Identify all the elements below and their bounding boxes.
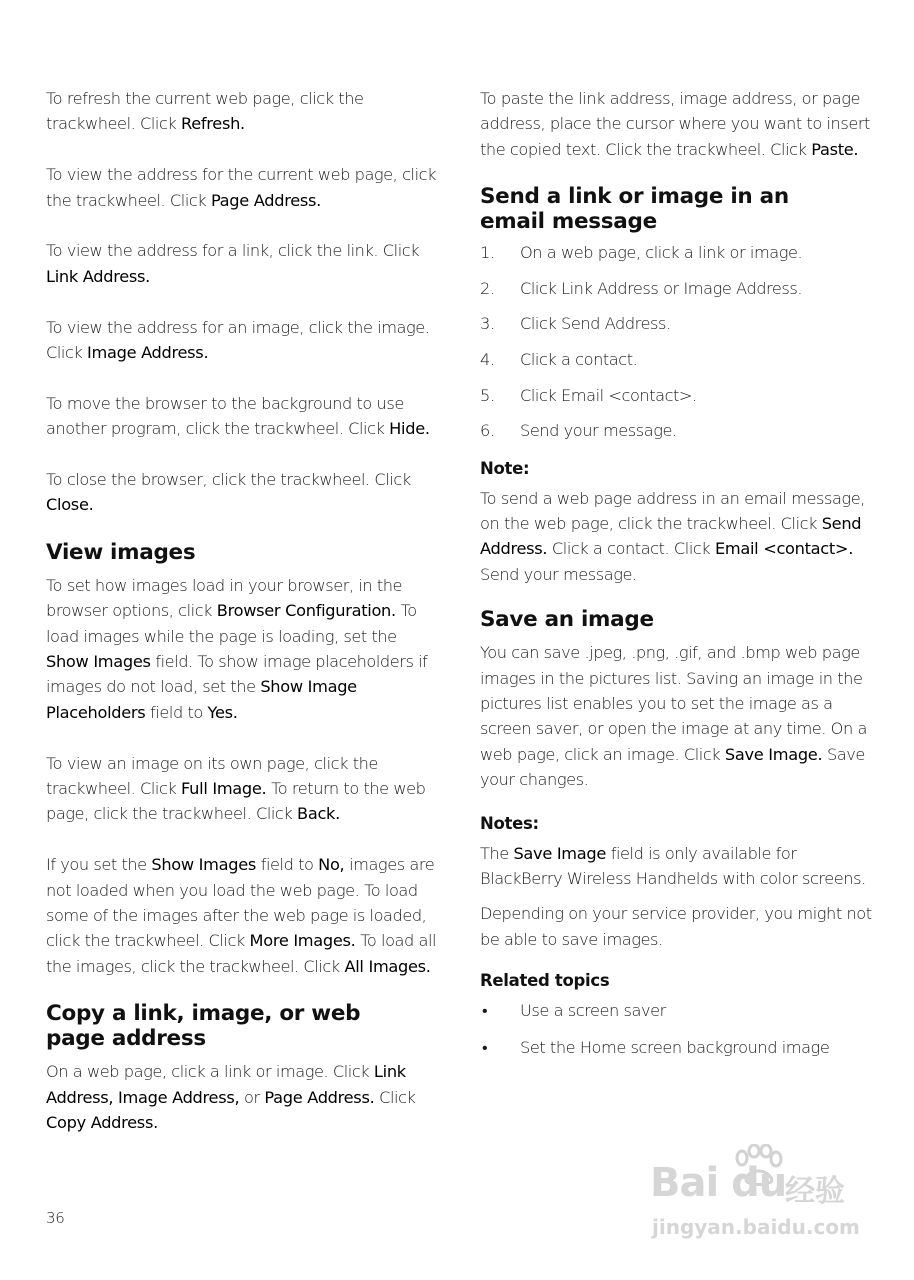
left-column bbox=[46, 86, 441, 1161]
text-run: To set how images load in your browser, in the browser options, click bbox=[46, 575, 403, 621]
send-step bbox=[480, 347, 875, 372]
ui-term: Refresh. bbox=[181, 114, 245, 134]
heading-view-images: View images bbox=[46, 539, 196, 565]
ui-term: Image Address. bbox=[683, 278, 803, 298]
ui-term: Show Images bbox=[151, 855, 257, 875]
heading-save-image: Save an image bbox=[480, 607, 654, 633]
ui-term: Show Image Placeholders bbox=[46, 677, 357, 722]
paragraph-page-address bbox=[46, 162, 441, 213]
step-number: 4. bbox=[480, 350, 495, 369]
ui-term: Back. bbox=[297, 804, 340, 824]
send-step bbox=[480, 240, 875, 265]
ui-term: Image Address. bbox=[87, 343, 209, 363]
text-run: To load all the images, click the trackwheel. Click bbox=[46, 931, 437, 976]
text-run: To refresh the current web page, click the trackwheel. Click bbox=[46, 89, 364, 134]
text-run: To view the address for a link, click the link. Click bbox=[46, 241, 420, 261]
ui-term: Show Images bbox=[46, 652, 151, 672]
paragraph-save-image bbox=[480, 640, 875, 792]
text-run: field is only available for BlackBerry Wireless Handhelds with color screens. bbox=[480, 843, 866, 889]
send-step bbox=[480, 418, 875, 443]
ui-term: Link Address, Image Address, bbox=[46, 1062, 406, 1107]
page-number: 36 bbox=[46, 1209, 65, 1227]
step-number: 3. bbox=[480, 314, 495, 334]
step-number: 2. bbox=[480, 278, 495, 298]
text-run: Click a contact. bbox=[520, 350, 638, 369]
related-topic-item[interactable] bbox=[480, 998, 875, 1023]
step-number: 1. bbox=[480, 243, 495, 263]
text-run: Click bbox=[520, 385, 562, 405]
bullet-icon: • bbox=[482, 1001, 488, 1021]
text-run: or bbox=[239, 1087, 265, 1107]
bullet-icon: • bbox=[482, 1038, 488, 1058]
related-topic-link[interactable]: Use a screen saver bbox=[520, 1001, 666, 1021]
text-run: If you set the bbox=[46, 855, 152, 875]
ui-term: Email <contact>. bbox=[561, 385, 697, 405]
heading-copy-address: Copy a link, image, or web page address bbox=[46, 1001, 361, 1052]
paragraph-close bbox=[46, 467, 441, 518]
text-run: To view an image on its own page, click the trackwheel. Click bbox=[46, 753, 378, 799]
step-text bbox=[520, 421, 677, 440]
text-run: Click a contact. Click bbox=[547, 539, 715, 559]
text-run: On a web page, click a link or image. Click bbox=[46, 1062, 374, 1082]
text-run: To send a web page address in an email message, on the web page, click the trackwheel. Click bbox=[480, 488, 865, 533]
text-run: You can save .jpeg, .png, .gif, and .bmp web page images in the pictures list. Saving an image in the pictures list enables you to set the image as a screen saver, or open the image at any time. On a web page, click an image. Click bbox=[480, 643, 867, 764]
ui-term: Full Image. bbox=[181, 779, 267, 799]
ui-term: Page Address. bbox=[210, 190, 321, 210]
step-text bbox=[520, 243, 802, 262]
watermark-url: jingyan.baidu.com bbox=[652, 1215, 860, 1239]
text-run: field to bbox=[145, 702, 208, 722]
text-run: On a web page, click a link or image. bbox=[520, 243, 803, 263]
ui-term: Yes. bbox=[207, 702, 238, 722]
paragraph-note bbox=[480, 486, 875, 588]
text-run: field to bbox=[256, 855, 319, 875]
note-label: Note: bbox=[480, 458, 530, 478]
ui-term: Link Address. bbox=[46, 266, 151, 286]
text-run: field. To show image placeholders if images do not load, set the bbox=[46, 652, 428, 697]
related-topics-list bbox=[480, 998, 875, 1060]
ui-term: Close. bbox=[46, 495, 94, 515]
ui-term: Send Address. bbox=[561, 314, 671, 334]
step-text bbox=[520, 386, 697, 405]
ui-term: Page Address. bbox=[264, 1087, 375, 1107]
text-run: images are not loaded when you load the web page. To load some of the images after the web page is loaded, click the trackwheel. Click bbox=[46, 855, 435, 951]
step-text bbox=[520, 314, 671, 333]
send-step bbox=[480, 383, 875, 408]
text-run: To view the address for an image, click the image. Click bbox=[46, 317, 430, 363]
step-number: 5. bbox=[480, 385, 495, 405]
related-topic-item[interactable] bbox=[480, 1035, 875, 1060]
send-step bbox=[480, 311, 875, 336]
paragraph-full-image bbox=[46, 751, 441, 827]
ui-term: Send Address. bbox=[480, 514, 862, 559]
ui-term: Paste. bbox=[811, 139, 859, 159]
step-number: 6. bbox=[480, 421, 495, 441]
text-run: Send your message. bbox=[520, 421, 677, 441]
text-run: The bbox=[480, 843, 514, 863]
ui-term: Save Image bbox=[513, 843, 607, 863]
text-run: To load images while the page is loading, set the bbox=[46, 601, 417, 646]
text-run: To close the browser, click the trackwheel. Click bbox=[46, 470, 411, 490]
send-step bbox=[480, 276, 875, 301]
ui-term: Hide. bbox=[389, 419, 430, 439]
step-text bbox=[520, 350, 637, 369]
send-steps-list bbox=[480, 240, 875, 443]
ui-term: More Images. bbox=[249, 931, 356, 951]
right-column bbox=[480, 86, 875, 1075]
watermark-cn: 经验 bbox=[785, 1174, 845, 1209]
text-run: To return to the web page, click the trackwheel. Click bbox=[46, 779, 426, 824]
text-run: Click bbox=[520, 278, 562, 298]
ui-term: Browser Configuration. bbox=[216, 601, 396, 621]
text-run: or bbox=[658, 278, 684, 298]
paragraph-hide bbox=[46, 391, 441, 442]
ui-term: Copy Address. bbox=[46, 1113, 158, 1133]
paragraph-more-images bbox=[46, 852, 441, 979]
text-run: Save your changes. bbox=[480, 744, 865, 790]
ui-term: Email <contact>. bbox=[714, 539, 854, 559]
paragraph-link-address bbox=[46, 238, 441, 289]
step-text bbox=[520, 279, 802, 298]
paragraph-refresh bbox=[46, 86, 441, 137]
text-run: Click bbox=[374, 1087, 416, 1107]
text-run: To paste the link address, image address, or page address, place the cursor where you want to insert the copied text. Click the trackwheel. Click bbox=[480, 89, 870, 159]
text-run: To move the browser to the background to use another program, click the trackwheel. Click bbox=[46, 393, 404, 439]
ui-term: Link Address bbox=[561, 278, 659, 298]
paragraph-copy-address bbox=[46, 1059, 441, 1135]
related-topic-link[interactable]: Set the Home screen background image bbox=[520, 1038, 830, 1058]
heading-send-link: Send a link or image in an email message bbox=[480, 184, 789, 235]
paragraph-note-color bbox=[480, 841, 875, 892]
paragraph-note-provider bbox=[480, 901, 875, 952]
notes-label: Notes: bbox=[480, 813, 539, 833]
ui-term: All Images. bbox=[344, 956, 431, 976]
text-run: Click bbox=[520, 314, 562, 334]
paragraph-paste bbox=[480, 86, 875, 162]
paragraph-image-load bbox=[46, 573, 441, 725]
text-run: Depending on your service provider, you might not be able to save images. bbox=[480, 904, 872, 949]
baidu-watermark bbox=[650, 1150, 870, 1250]
text-run: Send your message. bbox=[480, 564, 637, 584]
watermark-logo: Bai du bbox=[650, 1160, 787, 1206]
ui-term: Save Image. bbox=[724, 744, 823, 764]
text-run: To view the address for the current web page, click the trackwheel. Click bbox=[46, 165, 436, 210]
related-topics-label: Related topics bbox=[480, 971, 610, 991]
paragraph-image-address bbox=[46, 315, 441, 366]
ui-term: No, bbox=[318, 855, 345, 875]
